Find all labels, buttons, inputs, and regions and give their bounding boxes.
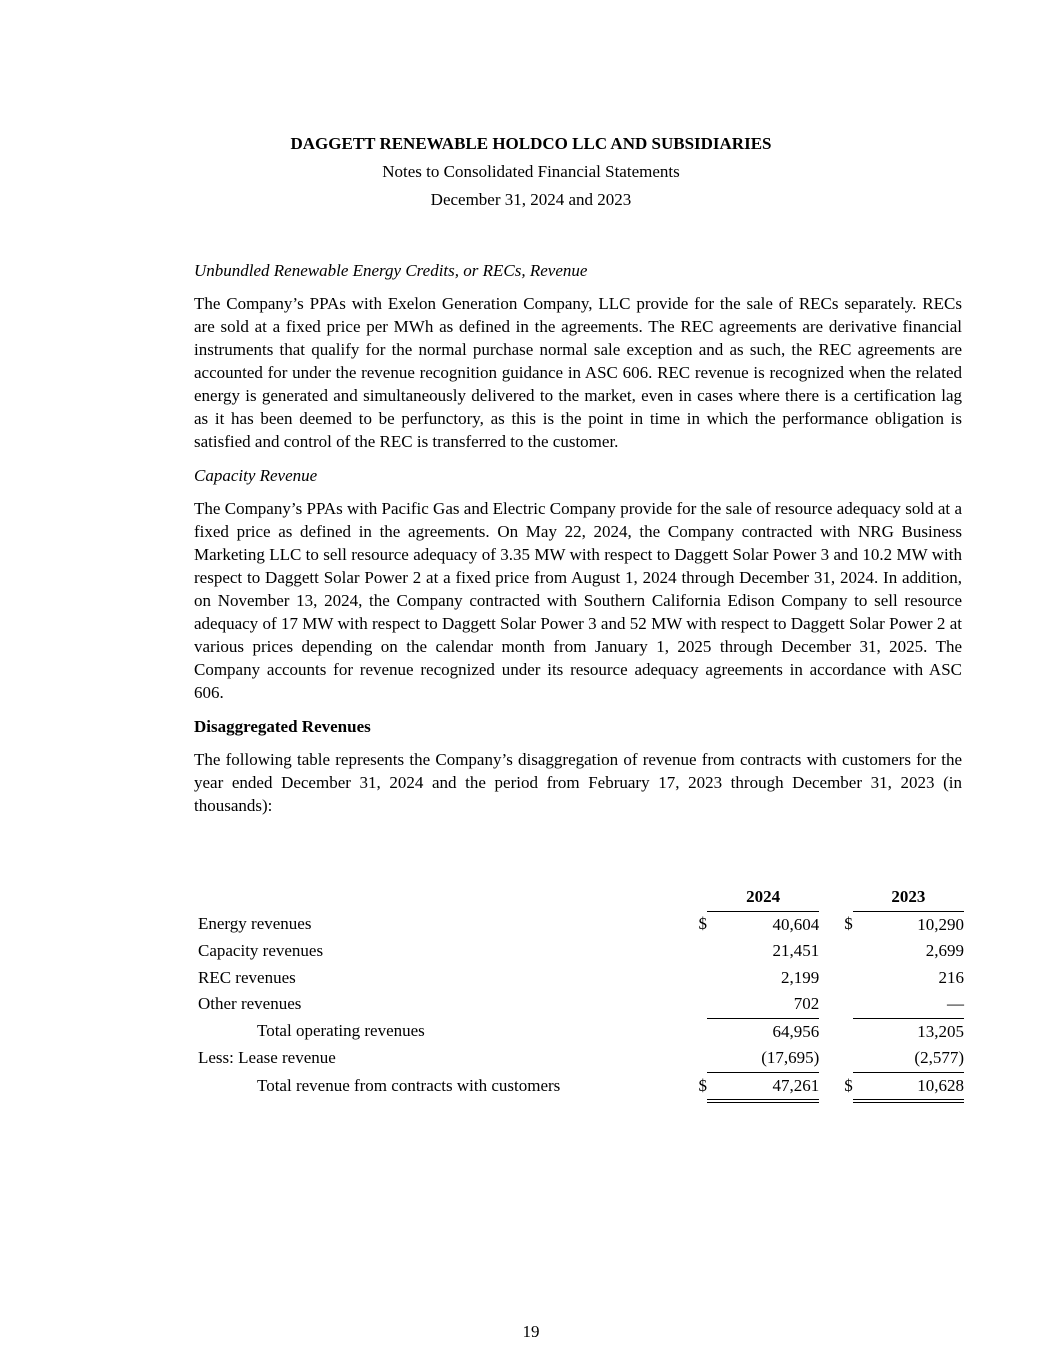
currency-symbol: $ xyxy=(698,1076,707,1096)
column-header-2024: 2024 xyxy=(707,884,819,911)
value-2023: 10,628 xyxy=(853,1072,964,1101)
currency-symbol: $ xyxy=(698,914,707,934)
notes-body xyxy=(194,259,962,828)
row-label: Total revenue from contracts with customers xyxy=(257,1076,561,1096)
table-row-grand-total xyxy=(194,1072,964,1101)
capacity-heading: Capacity Revenue xyxy=(194,466,318,485)
recs-paragraph: The Company’s PPAs with Exelon Generation Company, LLC provide for the sale of RECs separately. RECs are sold at a fixed price per MWh as defined in the agreements. The REC agreements are derivative financial instruments that qualify for the normal purchase normal sale exception and as such, the REC agreements are accounted for under the revenue recognition guidance in ASC 606. REC revenue is recognized when the related energy is generated and simultaneously delivered to the market, even in cases where there is a certification lag as it has been deemed to be perfunctory, as this is the point in time in which the performance obligation is satisfied and control of the REC is transferred to the customer. xyxy=(194,294,962,451)
row-label: Other revenues xyxy=(198,994,302,1014)
disaggregated-paragraph: The following table represents the Company’s disaggregation of revenue from contracts with customers for the year ended December 31, 2024 and the period from February 17, 2023 through December 31, 2023 (in thousands): xyxy=(194,750,962,815)
value-2023: 10,290 xyxy=(917,914,964,934)
company-name: DAGGETT RENEWABLE HOLDCO LLC AND SUBSIDIARIES xyxy=(290,134,772,153)
document-date: December 31, 2024 and 2023 xyxy=(430,190,632,209)
table-row xyxy=(194,911,964,938)
capacity-paragraph: The Company’s PPAs with Pacific Gas and Electric Company provide for the sale of resource adequacy sold at a fixed price as defined in the agreements. On May 22, 2024, the Company contracted with NRG Business Marketing LLC to sell resource adequacy of 3.35 MW with respect to Daggett Solar Power 3 and 10.2 MW with respect to Daggett Solar Power 2 at a fixed price from August 1, 2024 through December 31, 2024. In addition, on November 13, 2024, the Company contracted with Southern California Edison Company to sell resource adequacy of 17 MW with respect to Daggett Solar Power 3 and 52 MW with respect to Daggett Solar Power 2 at various prices depending on the calendar month from January 1, 2025 through December 31, 2025. The Company accounts for revenue recognized under its resource adequacy agreements in accordance with ASC 606. xyxy=(194,499,962,702)
page-header xyxy=(0,130,1055,214)
currency-symbol: $ xyxy=(844,914,853,934)
value-2024: 2,199 xyxy=(781,967,820,987)
value-2024: 47,261 xyxy=(707,1072,819,1101)
value-2023: 13,205 xyxy=(917,1021,964,1041)
value-2024: 64,956 xyxy=(772,1021,820,1041)
row-label: REC revenues xyxy=(198,967,296,987)
page-number: 19 xyxy=(522,1322,540,1341)
table-header-row xyxy=(194,884,964,911)
value-2023: 2,699 xyxy=(925,941,964,960)
currency-symbol: $ xyxy=(844,1076,853,1096)
row-label: Total operating revenues xyxy=(257,1021,425,1041)
value-2024: 21,451 xyxy=(772,941,820,960)
value-2023: (2,577) xyxy=(853,1045,964,1072)
disaggregated-heading: Disaggregated Revenues xyxy=(194,717,371,736)
value-2024: 702 xyxy=(707,991,819,1018)
revenue-table xyxy=(194,884,964,1103)
row-label: Less: Lease revenue xyxy=(198,1048,336,1068)
row-label: Energy revenues xyxy=(198,914,312,934)
row-label: Capacity revenues xyxy=(198,941,324,960)
table-row xyxy=(194,965,964,992)
value-2024: 40,604 xyxy=(772,914,820,934)
value-2024: (17,695) xyxy=(707,1045,819,1072)
document-subtitle: Notes to Consolidated Financial Statements xyxy=(382,162,680,181)
table-row xyxy=(194,938,964,965)
table-row xyxy=(194,991,964,1018)
recs-heading: Unbundled Renewable Energy Credits, or RECs, Revenue xyxy=(194,261,588,280)
table-row-total xyxy=(194,1018,964,1045)
value-2023: — xyxy=(853,991,964,1018)
table-row xyxy=(194,1045,964,1072)
column-header-2023: 2023 xyxy=(853,884,964,911)
value-2023: 216 xyxy=(938,967,964,987)
